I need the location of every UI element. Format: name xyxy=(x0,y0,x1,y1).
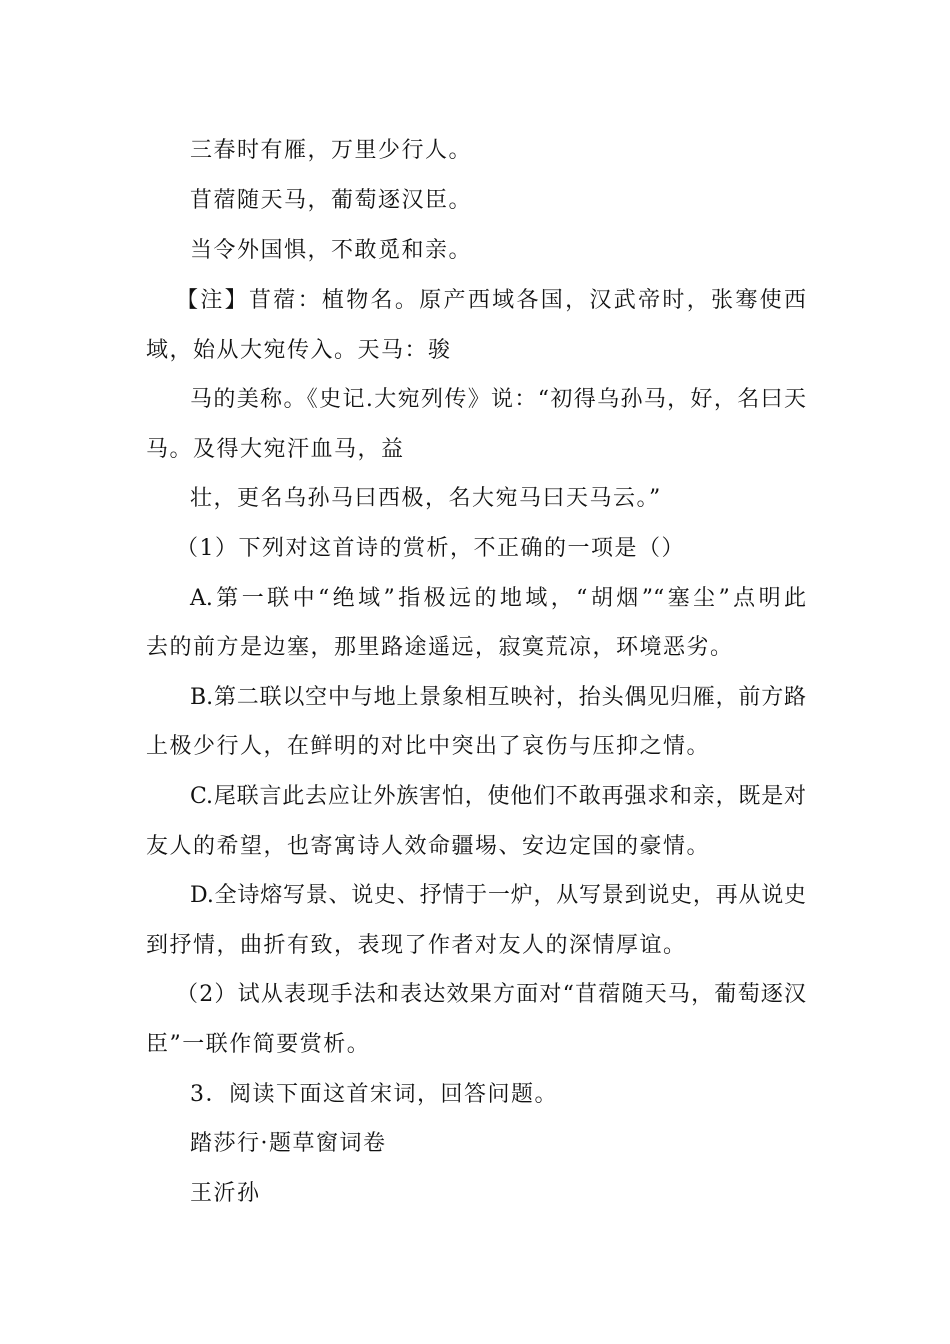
option-a-line-2: 去的前方是边塞，那里路途遥远，寂寞荒凉，环境恶劣。 xyxy=(146,635,734,660)
option-c-line-1: C.尾联言此去应让外族害怕，使他们不敢再强求和亲，既是对 xyxy=(190,784,806,809)
note-line-4: 马。及得大宛汗血马，益 xyxy=(146,437,405,462)
option-b-line-1: B.第二联以空中与地上景象相互映衬，抬头偶见归雁，前方路 xyxy=(190,685,806,710)
note-line-3: 马的美称。《史记.大宛列传》说：“初得乌孙马，好，名曰天 xyxy=(190,387,806,412)
question-1-prompt: （1）下列对这首诗的赏析，不正确的一项是（） xyxy=(176,536,685,561)
option-b-line-2: 上极少行人，在鲜明的对比中突出了哀伤与压抑之情。 xyxy=(146,734,711,759)
option-c-line-2: 友人的希望，也寄寓诗人效命疆埸、安边定国的豪情。 xyxy=(146,834,711,859)
poem-line-1: 三春时有雁，万里少行人。 xyxy=(190,138,473,163)
poem-line-3: 当令外国惧，不敢觅和亲。 xyxy=(190,238,473,263)
question-2-line-1: （2）试从表现手法和表达效果方面对“苜蓿随天马，葡萄逐汉 xyxy=(176,982,806,1007)
section-3-heading: 3．阅读下面这首宋词，回答问题。 xyxy=(190,1082,558,1107)
poem-title: 踏莎行·题草窗词卷 xyxy=(190,1131,387,1156)
poem-line-2: 苜蓿随天马，葡萄逐汉臣。 xyxy=(190,188,473,213)
option-d-line-1: D.全诗熔写景、说史、抒情于一炉，从写景到说史，再从说史 xyxy=(190,883,806,908)
poem-author: 王沂孙 xyxy=(190,1181,261,1206)
option-d-line-2: 到抒情，曲折有致，表现了作者对友人的深情厚谊。 xyxy=(146,933,687,958)
note-line-5: 壮，更名乌孙马曰西极，名大宛马曰天马云。” xyxy=(190,486,662,511)
option-a-line-1: A.第一联中“绝域”指极远的地域，“胡烟”“塞尘”点明此 xyxy=(190,586,806,611)
question-2-line-2: 臣”一联作简要赏析。 xyxy=(146,1032,371,1057)
note-line-2: 域，始从大宛传入。天马：骏 xyxy=(146,338,452,363)
note-line-1: 【注】苜蓿：植物名。原产西域各国，汉武帝时，张骞使西 xyxy=(176,288,806,313)
